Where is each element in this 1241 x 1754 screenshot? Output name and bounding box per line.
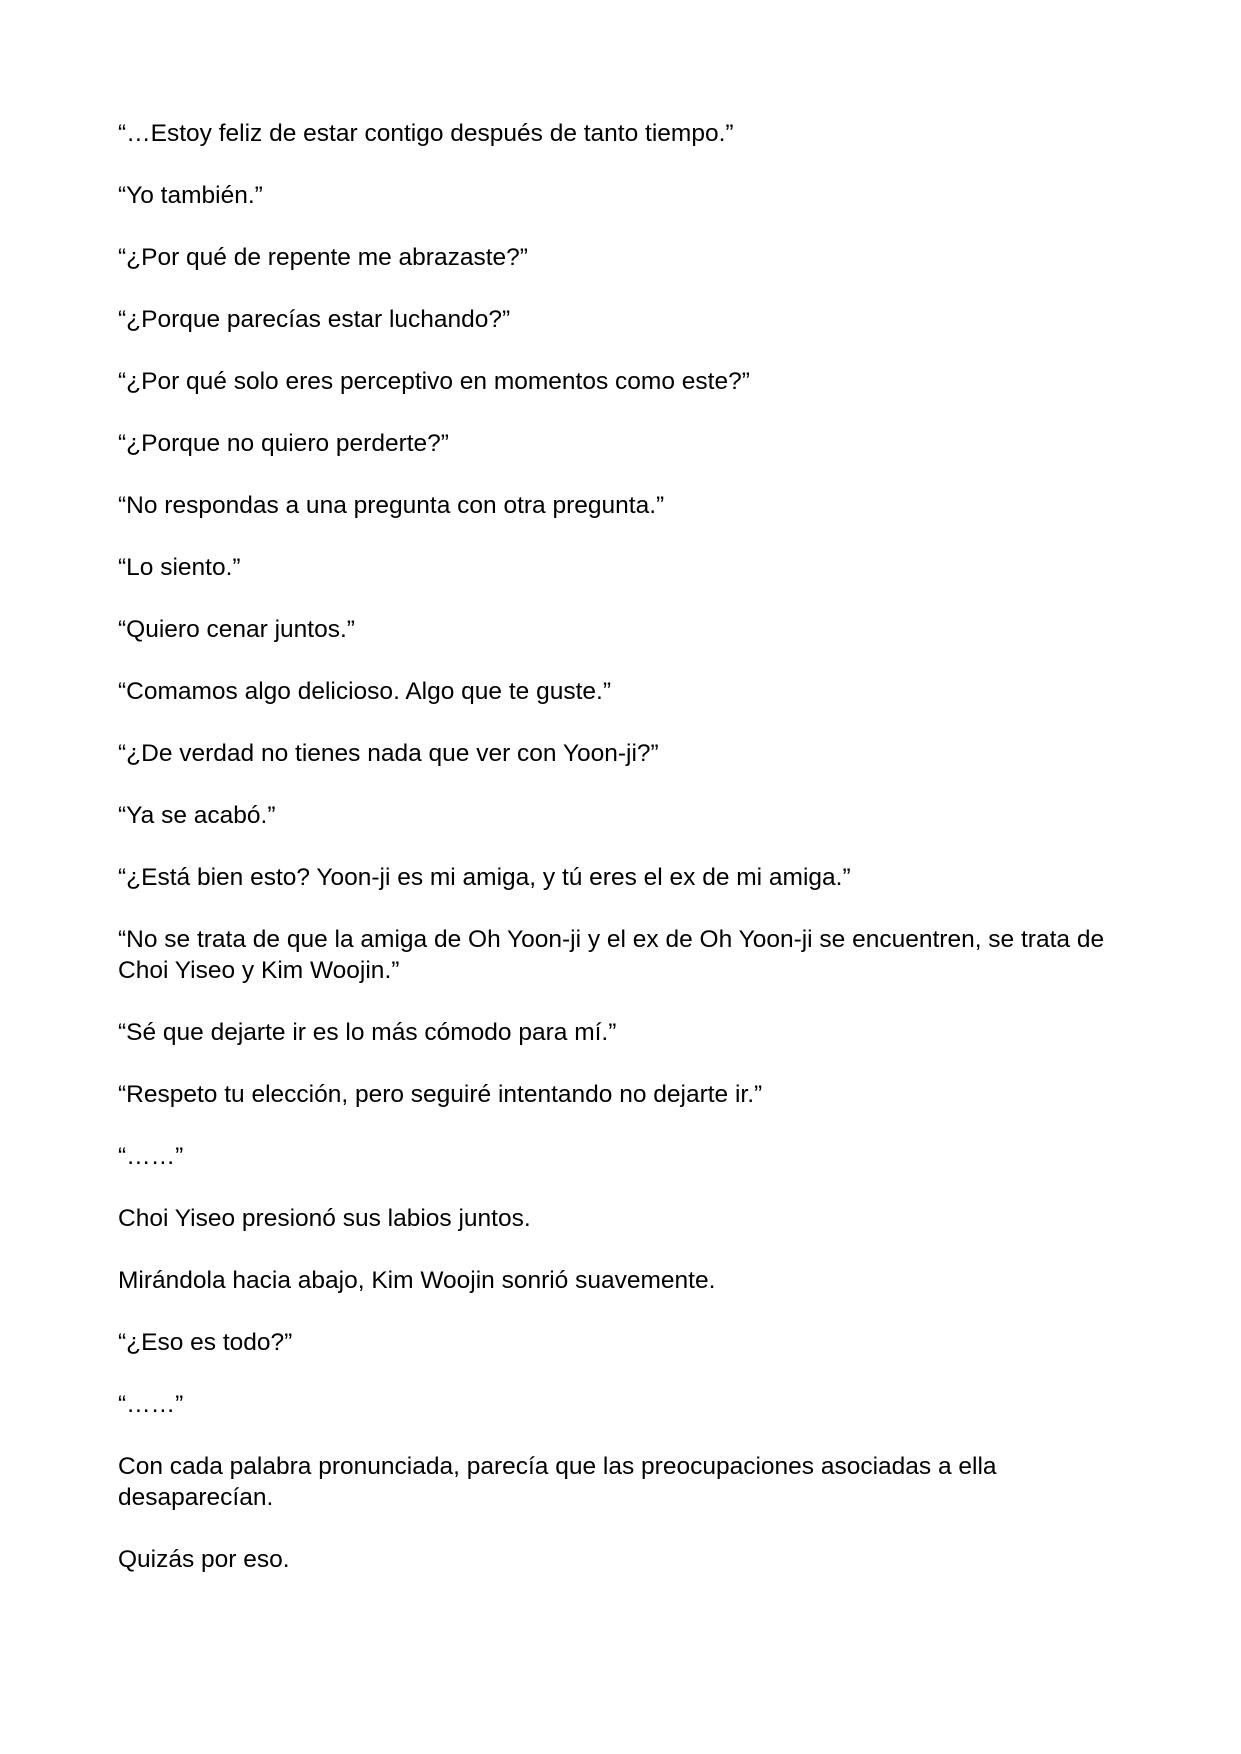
paragraph: “Sé que dejarte ir es lo más cómodo para mí.” bbox=[118, 1019, 617, 1046]
paragraph: “…Estoy feliz de estar contigo después de tanto tiempo.” bbox=[118, 120, 734, 147]
paragraph: “¿Porque no quiero perderte?” bbox=[118, 430, 449, 457]
paragraph: “¿Por qué solo eres perceptivo en momentos como este?” bbox=[118, 368, 750, 395]
paragraph: “No respondas a una pregunta con otra pregunta.” bbox=[118, 492, 665, 519]
paragraph: Con cada palabra pronunciada, parecía que las preocupaciones asociadas a ella desaparecían. bbox=[118, 1453, 997, 1511]
paragraph: “Comamos algo delicioso. Algo que te guste.” bbox=[118, 678, 611, 705]
paragraph: Choi Yiseo presionó sus labios juntos. bbox=[118, 1205, 531, 1232]
paragraph: “¿De verdad no tienes nada que ver con Yoon-ji?” bbox=[118, 740, 659, 767]
paragraph: “Lo siento.” bbox=[118, 554, 241, 581]
text-column bbox=[118, 118, 1128, 1606]
paragraph: “¿Porque parecías estar luchando?” bbox=[118, 306, 511, 333]
paragraph: “Respeto tu elección, pero seguiré intentando no dejarte ir.” bbox=[118, 1081, 763, 1108]
paragraph: “¿Eso es todo?” bbox=[118, 1329, 293, 1356]
paragraph: “No se trata de que la amiga de Oh Yoon-ji y el ex de Oh Yoon-ji se encuentren, se trata de Choi Yiseo y Kim Woojin.” bbox=[118, 926, 1105, 984]
paragraph: “Quiero cenar juntos.” bbox=[118, 616, 355, 643]
paragraph: Mirándola hacia abajo, Kim Woojin sonrió suavemente. bbox=[118, 1267, 716, 1294]
paragraph: “¿Está bien esto? Yoon-ji es mi amiga, y tú eres el ex de mi amiga.” bbox=[118, 864, 851, 891]
paragraph: “Yo también.” bbox=[118, 182, 263, 209]
paragraph: “Ya se acabó.” bbox=[118, 802, 276, 829]
paragraph: “……” bbox=[118, 1391, 184, 1418]
paragraph: Quizás por eso. bbox=[118, 1546, 290, 1573]
paragraph: “¿Por qué de repente me abrazaste?” bbox=[118, 244, 528, 271]
paragraph: “……” bbox=[118, 1143, 184, 1170]
